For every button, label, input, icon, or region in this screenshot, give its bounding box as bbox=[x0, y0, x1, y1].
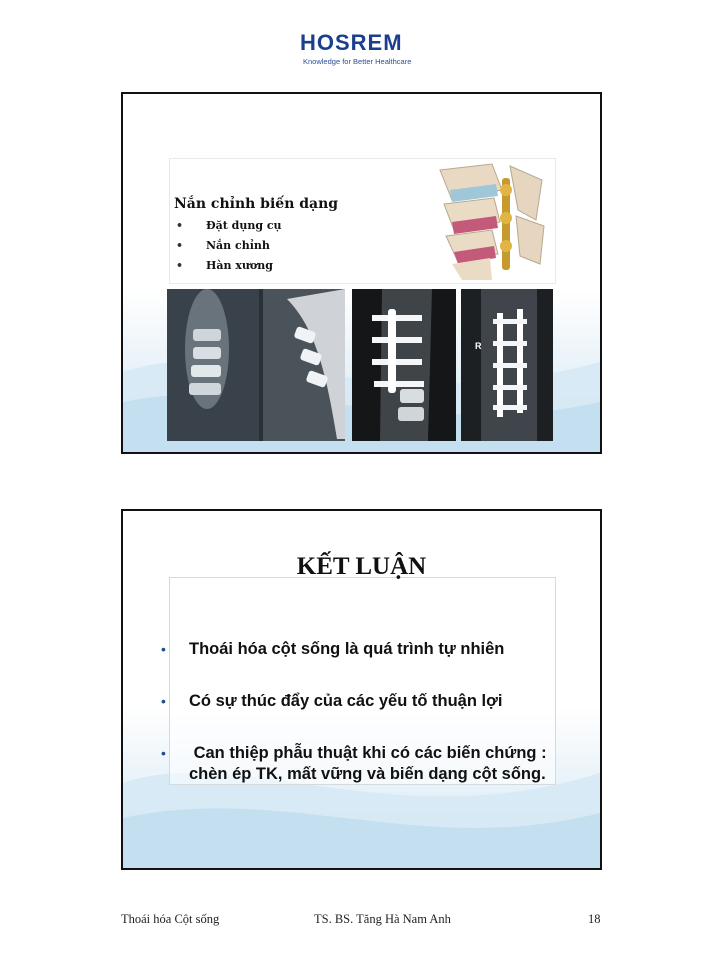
hosrem-logo bbox=[300, 30, 425, 72]
slide2-bullet-list bbox=[161, 639, 581, 785]
bullet-icon: • bbox=[161, 641, 166, 657]
slide-conclusion bbox=[121, 509, 602, 870]
bullet-icon: • bbox=[161, 745, 166, 761]
list-item: • Hàn xương bbox=[176, 256, 282, 276]
list-item: • Thoái hóa cột sống là quá trình tự nhiên bbox=[161, 640, 505, 658]
slide2-title: KẾT LUẬN bbox=[296, 553, 427, 580]
slide1-bullet-list bbox=[176, 216, 282, 276]
bullet-icon: • bbox=[161, 693, 166, 709]
footer-author: TS. BS. Tăng Hà Nam Anh bbox=[314, 912, 451, 926]
list-item: • Can thiệp phẫu thuật khi có các biến chứng : chèn ép TK, mất vững và biến dạng cột sống. bbox=[161, 744, 552, 783]
logo-name: HOSREM bbox=[300, 30, 403, 55]
bullet-icon: • bbox=[176, 239, 184, 252]
list-item: • Có sự thúc đẩy của các yếu tố thuận lợi bbox=[161, 692, 503, 710]
slide-deformity-correction bbox=[121, 92, 602, 454]
spine-implant-illustration bbox=[432, 160, 552, 280]
list-item: • Nắn chỉnh bbox=[176, 236, 282, 256]
xray-side-marker: R bbox=[475, 341, 482, 351]
bullet-icon: • bbox=[176, 219, 184, 232]
xray-postop-lateral-image bbox=[352, 289, 456, 441]
page-number: 18 bbox=[588, 912, 601, 926]
footer-document-title: Thoái hóa Cột sống bbox=[121, 912, 220, 926]
list-item: • Đặt dụng cụ bbox=[176, 216, 282, 236]
logo-tagline: Knowledge for Better Healthcare bbox=[303, 57, 412, 66]
slide1-title: Nắn chỉnh biến dạng bbox=[174, 196, 339, 212]
bullet-icon: • bbox=[176, 259, 184, 272]
xray-postop-ap-image bbox=[461, 289, 553, 441]
xray-preop-image bbox=[167, 289, 345, 441]
